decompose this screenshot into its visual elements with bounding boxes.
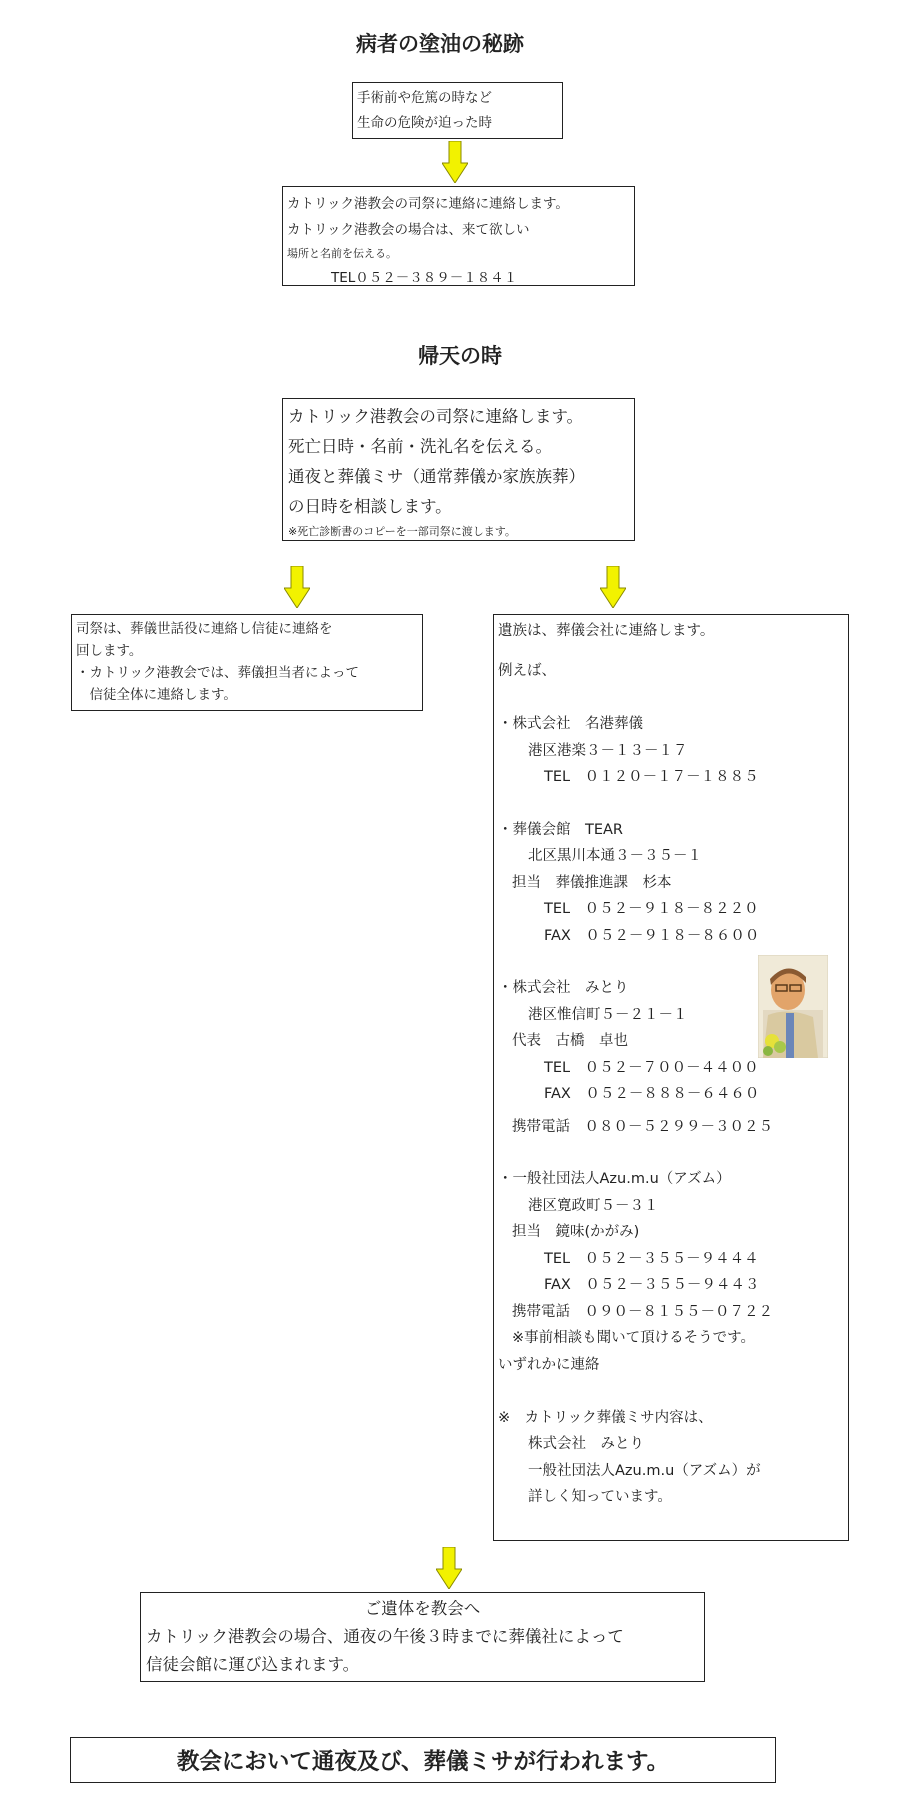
passing-line-2: 死亡日時・名前・洗礼名を伝える。: [288, 437, 552, 456]
priest-line-1: 司祭は、葬儀世話役に連絡し信徒に連絡を: [76, 621, 333, 637]
portrait-photo: [758, 955, 828, 1058]
arrow-down-left-icon: [284, 566, 310, 608]
priest-line-2: 回します。: [76, 643, 143, 659]
company-tel: TEL ０５２－７００－４４００: [544, 1059, 759, 1076]
contact-line-1: カトリック港教会の司祭に連絡に連絡します。: [287, 196, 569, 212]
note-line-3: 一般社団法人Azu.m.u（アズム）が: [528, 1462, 761, 1479]
company-name: ・一般社団法人Azu.m.u（アズム）: [498, 1171, 731, 1187]
company-name: ・株式会社 みとり: [498, 980, 629, 996]
company-mobile: 携帯電話 ０９０－８１５５－０７２２: [512, 1303, 773, 1320]
box-passing-contact: [282, 398, 635, 541]
company-tel: TEL ０５２－９１８－８２２０: [544, 901, 759, 917]
company-mobile: 携帯電話 ０８０－５２９９－３０２５: [512, 1118, 773, 1135]
company-contact-person: 担当 葬儀推進課 杉本: [512, 874, 672, 891]
contact-line-3: 場所と名前を伝える。: [287, 247, 397, 260]
company-address: 港区惟信町５－２１－１: [528, 1006, 688, 1023]
body-line-1: カトリック港教会の場合、通夜の午後３時までに葬儀社によって: [146, 1627, 624, 1646]
title-anointing: 病者の塗油の秘跡: [356, 32, 524, 56]
arrow-down-icon: [442, 141, 468, 183]
note-line-4: 詳しく知っています。: [528, 1489, 672, 1505]
company-fax: FAX ０５２－８８８－６４６０: [544, 1086, 760, 1102]
company-name: ・株式会社 名港葬儀: [498, 716, 643, 732]
body-title: ご遺体を教会へ: [364, 1599, 481, 1618]
company-tel: TEL ０１２０－１７－１８８５: [544, 769, 759, 785]
company-tel: TEL ０５２－３５５－９４４４: [544, 1250, 759, 1267]
final-statement: 教会において通夜及び、葬儀ミサが行われます。: [176, 1749, 670, 1775]
company-name: ・葬儀会館 TEAR: [498, 821, 624, 838]
note-line-2: 株式会社 みとり: [528, 1436, 644, 1452]
box-priest-notify: [71, 614, 423, 711]
company-fax: FAX ０５２－９１８－８６００: [544, 927, 760, 944]
contact-line-2: カトリック港教会の場合は、来て欲しい: [287, 222, 530, 238]
passing-line-1: カトリック港教会の司祭に連絡します。: [288, 407, 584, 426]
box-body-to-church: [140, 1592, 705, 1682]
note-line-1: ※ カトリック葬儀ミサ内容は、: [498, 1409, 713, 1426]
family-intro: 遺族は、葬儀会社に連絡します。: [498, 623, 715, 639]
arrow-down-bottom-icon: [436, 1547, 462, 1589]
example-label: 例えば、: [498, 663, 556, 679]
company-address: 港区寛政町５－３１: [528, 1197, 659, 1214]
box-contact-priest: [282, 186, 635, 286]
contact-any-label: いずれかに連絡: [498, 1356, 600, 1373]
mass-info-note: [498, 1405, 844, 1511]
contact-tel: TEL０５２－３８９－１８４１: [331, 270, 518, 286]
danger-line-2: 生命の危険が迫った時: [357, 115, 492, 131]
box-danger: [352, 82, 563, 139]
box-funeral-companies: [493, 614, 849, 1541]
company-meiko: [498, 711, 844, 791]
company-fax: FAX ０５２－３５５－９４４３: [544, 1277, 760, 1293]
arrow-down-right-icon: [600, 566, 626, 608]
passing-line-4: の日時を相談します。: [288, 497, 452, 516]
title-passing: 帰天の時: [418, 344, 502, 368]
priest-line-3: ・カトリック港教会では、葬儀担当者によって: [76, 665, 359, 681]
passing-line-3: 通夜と葬儀ミサ（通常葬儀か家族族葬）: [288, 467, 585, 486]
priest-line-4: 信徒全体に連絡します。: [76, 687, 237, 703]
company-representative: 代表 古橋 卓也: [512, 1033, 628, 1049]
company-tear: [498, 817, 844, 950]
company-note: ※事前相談も聞いて頂けるそうです。: [512, 1330, 755, 1346]
danger-line-1: 手術前や危篤の時など: [357, 90, 492, 106]
company-address: 北区黒川本通３－３５－１: [528, 848, 702, 864]
company-azumu: [498, 1166, 844, 1352]
company-address: 港区港楽３－１３－１７: [528, 742, 688, 759]
passing-note: ※死亡診断書のコピーを一部司祭に渡します。: [288, 525, 516, 538]
final-statement-box: [70, 1737, 776, 1783]
company-contact-person: 担当 鏡味(かがみ): [512, 1224, 640, 1240]
body-line-2: 信徒会館に運び込まれます。: [146, 1655, 360, 1674]
